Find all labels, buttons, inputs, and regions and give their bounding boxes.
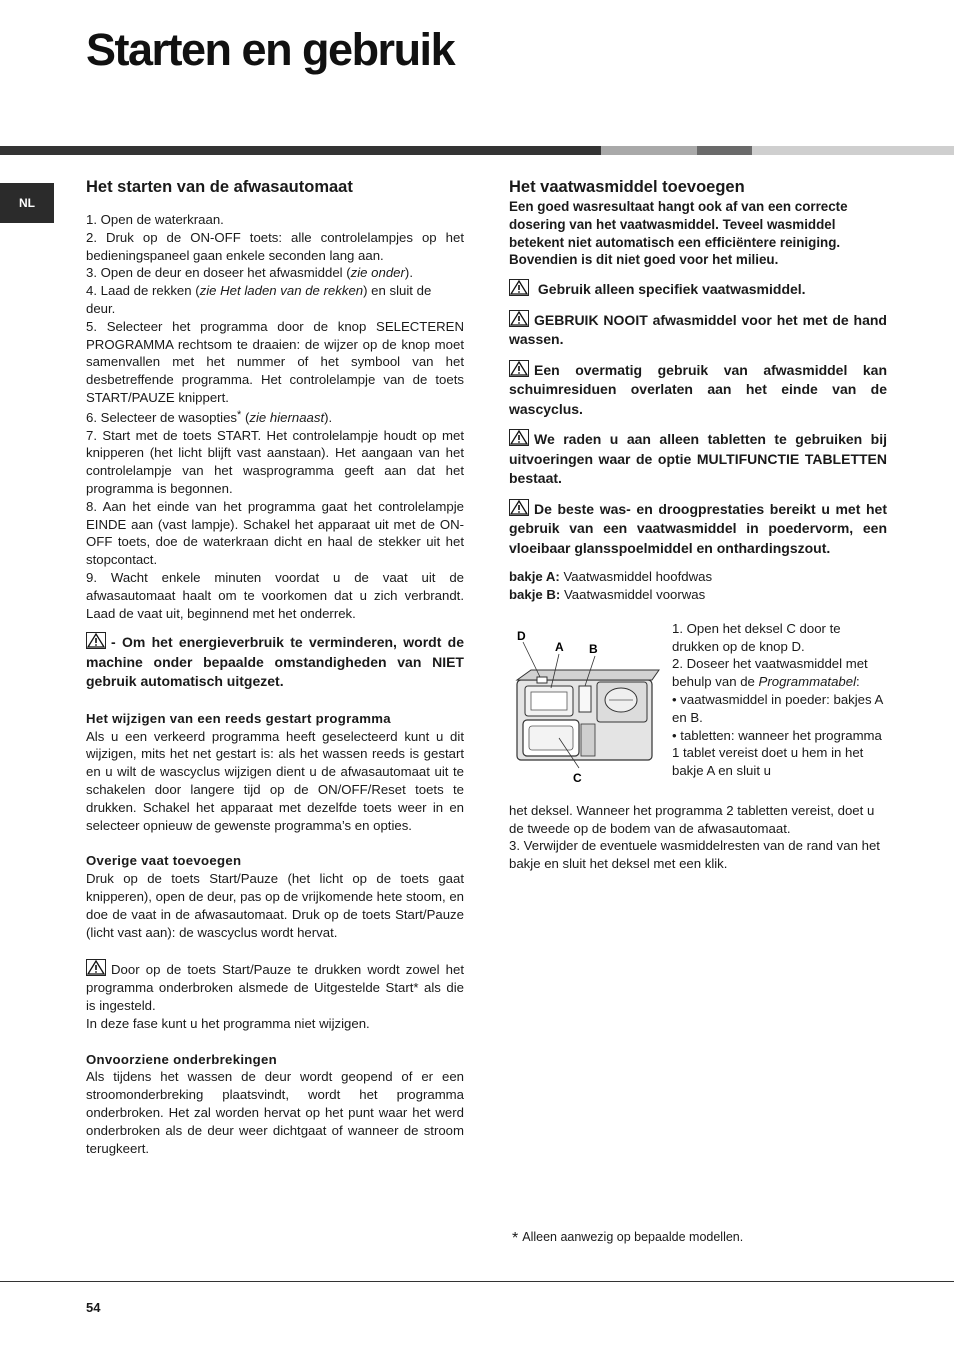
warning-5: De beste was- en droogprestaties bereikt u met het gebruik van een vaatwasmiddel in poedervorm, een vloeibaar glansspoelmiddel en onthardingszout. <box>509 500 887 556</box>
warning-triangle-icon <box>509 279 529 296</box>
interrupt-text: Als tijdens het wassen de deur wordt geopend of er een stroomonderbreking plaatsvindt, wordt het programma onderbroken. Het zal worden hervat op het punt waar het werd onderbroken als de deur weer dichtgaat of wanneer de stroom terugkeert. <box>86 1069 464 1156</box>
step-3: 3. Open de deur en doseer het afwasmiddel (zie onder). <box>86 265 413 281</box>
label-d: D <box>517 628 526 643</box>
step-1: 1. Open de waterkraan. <box>86 212 224 227</box>
step-9: 9. Wacht enkele minuten voordat u de vaat uit de afwasautomaat haalt om te voorkomen dat u zich verbrandt. Laad de vaat uit, beginnend met het onderrek. <box>86 569 464 621</box>
side-step-1: 1. Open het deksel C door te drukken op de knop D. <box>672 620 841 654</box>
header-bar-mid <box>697 146 752 155</box>
label-a: A <box>555 639 564 654</box>
detergent-intro: Een goed wasresultaat hangt ook af van een correcte dosering van het vaatwasmiddel. Teveel wasmiddel betekent niet automatisch een efficiëntere reiniging. Bovendien is dit niet goed voor het milieu. <box>509 199 848 268</box>
step-8: 8. Aan het einde van het programma gaat het controlelampje EINDE aan (vast lampje). Schakel het apparaat uit met de ON-OFF toets, doe de waterkraan dicht en haal de stekker uit het stopcontact. <box>86 498 464 568</box>
warning-1: Gebruik alleen specifiek vaatwasmiddel. <box>509 279 887 300</box>
warning-triangle-icon <box>509 310 529 327</box>
side-bullet-powder: • vaatwasmiddel in poeder: bakjes A en B. <box>672 691 883 725</box>
add-dishes-heading: Overige vaat toevoegen <box>86 853 242 869</box>
change-text: Als u een verkeerd programma heeft geselecteerd kunt u dit wijzigen, mits het net gestart is: als het wassen reeds is gestart en u wilt de wascyclus wijzigen dient u de afwasautomaat uit te schakelen door langere tijd op de ON/OFF/Reset toets te drukken. Schakel het apparaat met dezelfde toets weer in en selecteer opnieuw de gewenste programma’s en opties. <box>86 728 464 833</box>
side-bullet-tablets: • tabletten: wanneer het programma 1 tablet vereist doet u hem in het bakje A en sluit u <box>672 727 882 779</box>
footer-rule <box>0 1281 954 1282</box>
interrupt-heading: Onvoorziene onderbrekingen <box>86 1051 277 1067</box>
step-3-clean: 3. Verwijder de eventuele wasmiddelresten van de rand van het bakje en sluit het deksel met een klik. <box>509 838 880 872</box>
step-5: 5. Selecteer het programma door de knop SELECTEREN PROGRAMMA rechtsom te draaien: de wijzer op de knop moet samenvallen met het nummer of het symbool van het desbetreffende programma. Het controlelampje van de toets START/PAUZE knippert. <box>86 318 464 405</box>
left-column <box>86 176 464 1157</box>
compartment-a: bakje A: Vaatwasmiddel hoofdwas <box>509 569 713 585</box>
step-7: 7. Start met de toets START. Het controlelampje houdt op met knipperen (het licht blijft vast aanstaan). Het aangaan van het controlelampje van het wasprogramma geeft aan dat het programma is begonnen. <box>86 427 464 496</box>
label-c: C <box>573 770 582 785</box>
detergent-heading: Het vaatwasmiddel toevoegen <box>509 178 745 196</box>
pause-warning: Door op de toets Start/Pauze te drukken wordt zowel het programma onderbroken alsmede de Uitgestelde Start* als die is ingesteld. <box>86 959 464 1014</box>
warning-4: We raden u aan alleen tabletten te gebruiken bij uitvoeringen waar de optie MULTIFUNCTIE TABLETTEN bestaat. <box>509 431 887 487</box>
warning-triangle-icon <box>509 360 529 377</box>
warning-triangle-icon <box>509 499 529 516</box>
dispenser-diagram <box>509 620 667 790</box>
compartment-b: bakje B: Vaatwasmiddel voorwas <box>509 586 706 602</box>
warning-triangle-icon <box>86 959 106 976</box>
steps-continue: het deksel. Wanneer het programma 2 tabletten vereist, doet u de tweede op de bodem van de afwasautomaat. <box>509 802 875 836</box>
dispenser-steps <box>672 620 890 780</box>
energy-warning: - Om het energieverbruik te verminderen, wordt de machine onder bepaalde omstandigheden van NIET gebruik automatisch uitgezet. <box>86 634 464 690</box>
step-2: 2. Druk op de ON-OFF toets: alle controlelampjes op het bedieningspaneel gaan enkele seconden lang aan. <box>86 229 464 263</box>
add-dishes-text: Druk op de toets Start/Pauze (het licht op de toets gaat knipperen), open de deur, pas op de vrijkomende hete stoom, en doe de vaat in de afwasautomaat. Druk op de toets Start/Pauze (licht vast aan): de wascyclus wordt hervat. <box>86 871 464 940</box>
header-bar-pale <box>752 146 954 155</box>
header-bar-dark <box>0 146 601 155</box>
dispenser-figure <box>509 620 887 810</box>
warning-triangle-icon <box>86 632 106 649</box>
step-4: 4. Laad de rekken (zie Het laden van de rekken) en sluit de deur. <box>86 283 432 316</box>
warning-triangle-icon <box>509 429 529 446</box>
warning-2: GEBRUIK NOOIT afwasmiddel voor het met de hand wassen. <box>509 311 887 348</box>
page-title: Starten en gebruik <box>86 24 455 75</box>
header-bar-light <box>601 146 697 155</box>
side-step-2: 2. Doseer het vaatwasmiddel met behulp van de Programmatabel: <box>672 656 868 690</box>
label-b: B <box>589 641 598 656</box>
footnote: * Alleen aanwezig op bepaalde modellen. <box>512 1230 744 1247</box>
change-heading: Het wijzigen van een reeds gestart programma <box>86 710 391 726</box>
language-tab: NL <box>0 183 54 223</box>
page-number: 54 <box>86 1300 101 1315</box>
right-column <box>509 176 887 873</box>
starting-heading: Het starten van de afwasautomaat <box>86 178 353 196</box>
step-6: 6. Selecteer de wasopties* (zie hiernaast). <box>86 408 333 425</box>
warning-3: Een overmatig gebruik van afwasmiddel kan schuimresiduen overlaten aan het einde van de wascyclus. <box>509 361 887 417</box>
pause-note: In deze fase kunt u het programma niet wijzigen. <box>86 1015 370 1031</box>
